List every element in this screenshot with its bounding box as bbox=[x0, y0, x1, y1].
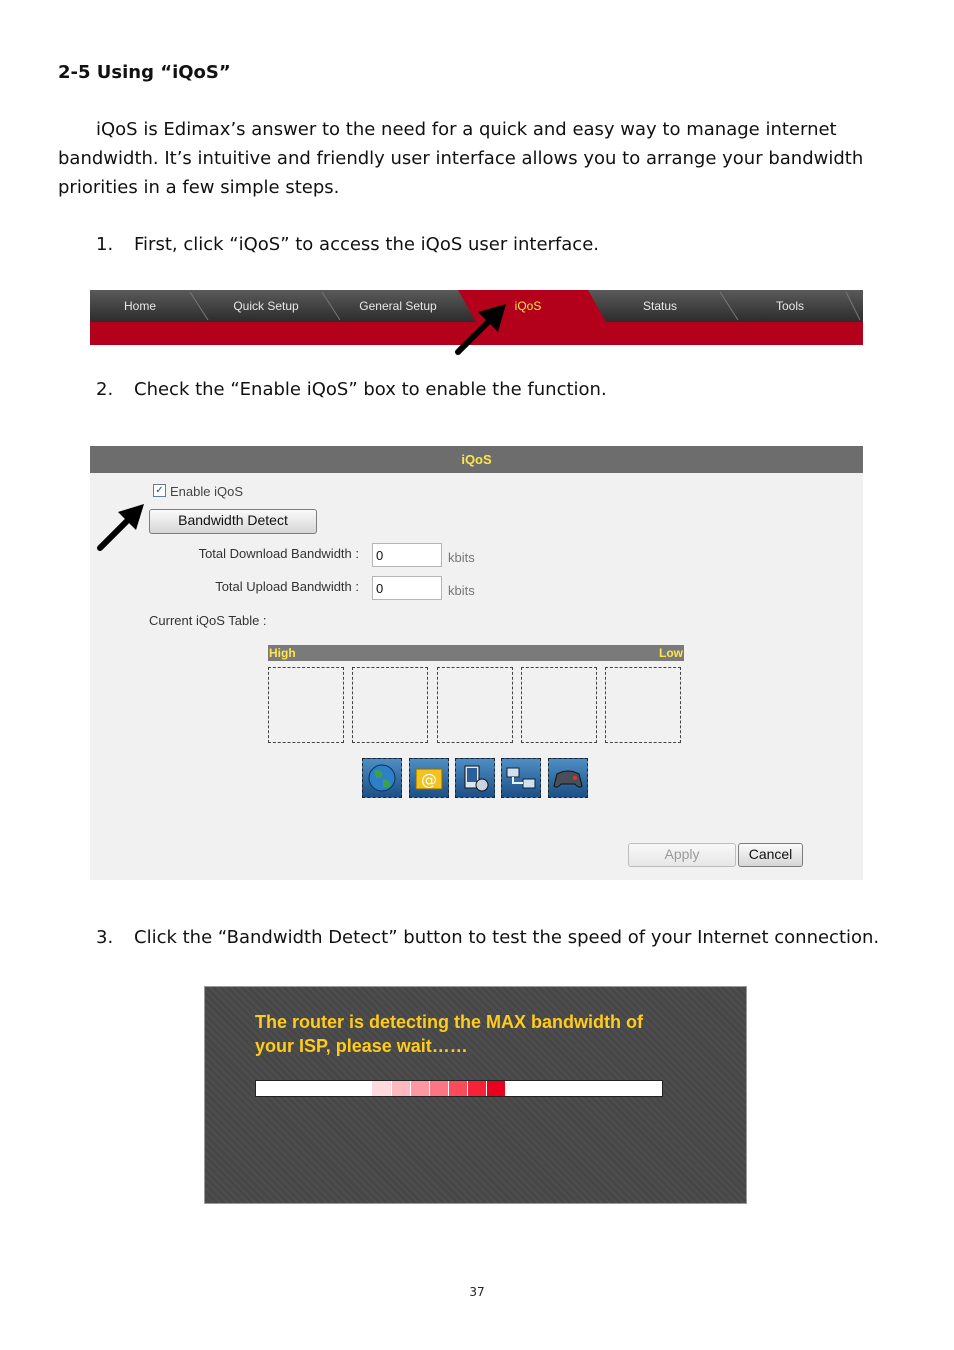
upload-bandwidth-label: Total Upload Bandwidth : bbox=[215, 579, 359, 594]
nav-tab-quick-setup[interactable]: Quick Setup bbox=[233, 299, 299, 313]
svg-text:@: @ bbox=[421, 770, 437, 789]
cancel-button[interactable]: Cancel bbox=[738, 843, 803, 867]
step-3-text: Click the “Bandwidth Detect” button to test the speed of your Internet connection. bbox=[134, 927, 880, 948]
network-icon[interactable] bbox=[501, 758, 541, 798]
globe-icon[interactable] bbox=[362, 758, 402, 798]
step-2 bbox=[96, 375, 607, 404]
priority-high-label: High bbox=[269, 646, 296, 660]
priority-slot-3[interactable] bbox=[437, 667, 513, 743]
pointer-arrow-icon bbox=[96, 502, 148, 552]
iqos-panel bbox=[90, 446, 863, 880]
step-2-number: 2. bbox=[96, 379, 114, 400]
intro-line-1: iQoS is Edimax’s answer to the need for a quick and easy way to manage internet bbox=[96, 119, 837, 140]
progress-segments bbox=[256, 1081, 662, 1096]
nav-tab-home[interactable]: Home bbox=[123, 299, 156, 313]
step-1 bbox=[96, 230, 599, 259]
priority-low-label: Low bbox=[659, 646, 683, 660]
priority-scale-bar bbox=[268, 645, 684, 661]
upload-unit-label: kbits bbox=[448, 583, 475, 598]
intro-line-3: priorities in a few simple steps. bbox=[58, 177, 340, 198]
intro-line-2: bandwidth. It’s intuitive and friendly user interface allows you to arrange your bandwidth bbox=[58, 148, 864, 169]
priority-slot-2[interactable] bbox=[352, 667, 428, 743]
intro-paragraph bbox=[58, 115, 898, 202]
step-3 bbox=[96, 923, 879, 952]
step-1-text: First, click “iQoS” to access the iQoS user interface. bbox=[134, 234, 599, 255]
bandwidth-detect-dialog bbox=[204, 986, 747, 1204]
section-title: 2-5 Using “iQoS” bbox=[58, 62, 231, 83]
detect-progress-bar bbox=[255, 1080, 663, 1097]
iqos-table-label: Current iQoS Table : bbox=[149, 613, 267, 628]
email-icon[interactable] bbox=[409, 758, 449, 798]
gamepad-icon[interactable] bbox=[548, 758, 588, 798]
iqos-panel-title: iQoS bbox=[90, 446, 863, 473]
priority-slot-1[interactable] bbox=[268, 667, 344, 743]
step-3-number: 3. bbox=[96, 927, 114, 948]
nav-tab-iqos[interactable]: iQoS bbox=[514, 299, 542, 313]
download-unit-label: kbits bbox=[448, 550, 475, 565]
detect-message-line-2: your ISP, please wait…… bbox=[255, 1036, 468, 1056]
detect-message-line-1: The router is detecting the MAX bandwidth of bbox=[255, 1012, 644, 1032]
step-2-text: Check the “Enable iQoS” box to enable the function. bbox=[134, 379, 607, 400]
enable-iqos-checkbox[interactable]: ✓ bbox=[153, 484, 166, 497]
nav-tab-tools[interactable]: Tools bbox=[775, 299, 804, 313]
download-bandwidth-input[interactable]: 0 bbox=[372, 543, 442, 567]
pointer-arrow-icon bbox=[452, 300, 512, 358]
download-bandwidth-label: Total Download Bandwidth : bbox=[198, 546, 359, 561]
step-1-number: 1. bbox=[96, 234, 114, 255]
media-icon[interactable] bbox=[455, 758, 495, 798]
nav-tab-general-setup[interactable]: General Setup bbox=[359, 299, 437, 313]
upload-bandwidth-input[interactable]: 0 bbox=[372, 576, 442, 600]
priority-slot-4[interactable] bbox=[521, 667, 597, 743]
page-number: 37 bbox=[469, 1285, 485, 1299]
priority-slot-5[interactable] bbox=[605, 667, 681, 743]
bandwidth-detect-button[interactable]: Bandwidth Detect bbox=[149, 509, 317, 534]
apply-button[interactable]: Apply bbox=[628, 843, 736, 867]
enable-iqos-label: Enable iQoS bbox=[170, 484, 243, 499]
nav-tab-status[interactable]: Status bbox=[642, 299, 678, 313]
detect-message bbox=[255, 1010, 695, 1058]
